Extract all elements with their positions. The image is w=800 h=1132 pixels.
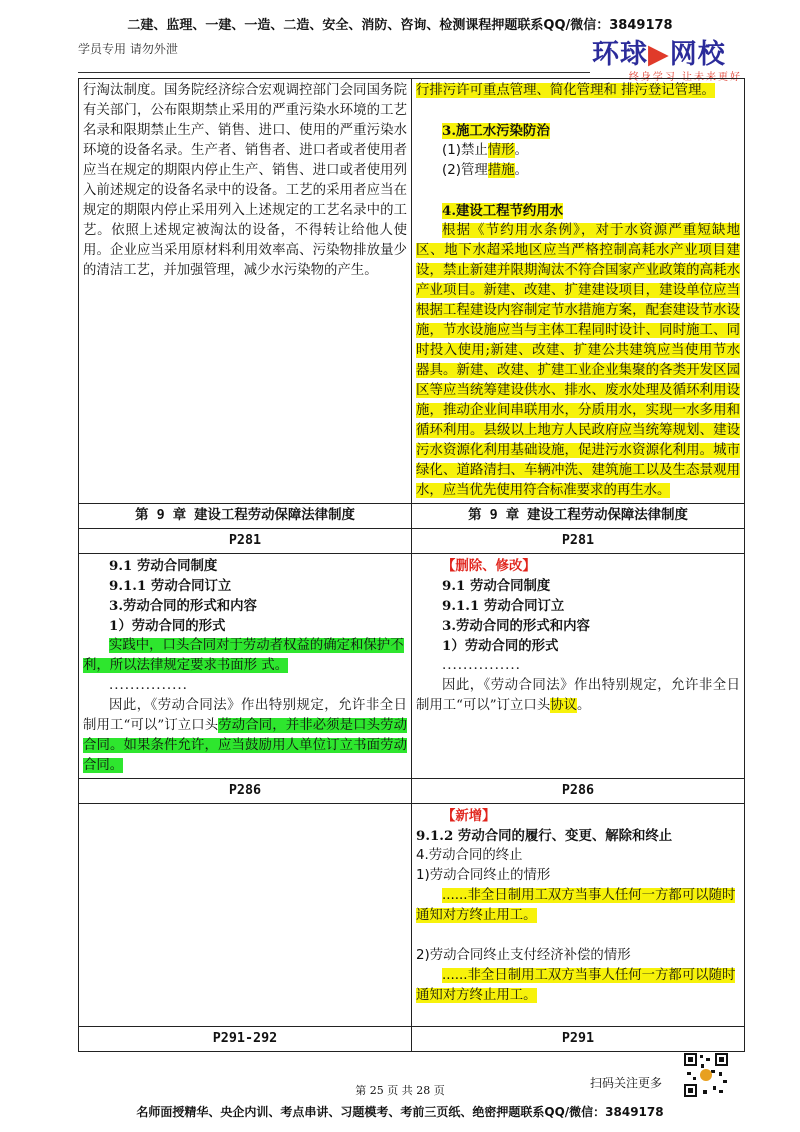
row1-left-text: 行淘汰制度。国务院经济综合宏观调控部门会同国务院有关部门，公布限期禁止采用的严重污染水环境的工艺名录和限期禁止生产、销售、进口、使用的严重污染水环境的设备名录。生产者、销售者、进口者或者使用者应当在规定的期限内停止生产、销售、进口或者使用列入前述规定的设备名录中的设备。工艺的采用者应当在规定的期限内停止采用列入上述规定的工艺名录中的工艺。依照上述规定被淘汰的设备，不得转让给他人使用。企业应当采用原材料利用效率高、污染物排放量少的清洁工艺，并加强管理，减少水污染物的产生。 [83, 83, 407, 278]
table-row [79, 529, 745, 554]
table-row [79, 804, 745, 1027]
heading-form: 1）劳动合同的形式 [109, 618, 226, 634]
page-ref-right: P291 [412, 1027, 745, 1052]
row1-right-cell [412, 79, 745, 504]
logo-slogan: 终身学习 让未来更好 [628, 72, 742, 83]
chapter-title-left: 第 9 章 建设工程劳动保障法律制度 [79, 504, 412, 529]
heading-compensation-cases: 2)劳动合同终止支付经济补偿的情形 [416, 948, 631, 963]
header-notice: 二建、监理、一建、一造、二造、安全、消防、咨询、检测课程押题联系QQ/微信：3849178 [127, 18, 673, 33]
right-tail-text: 因此，《劳动合同法》作出特别规定，允许非全日制用工“可以”订立口头 [416, 678, 740, 713]
heading-9-1: 9.1 劳动合同制度 [109, 558, 218, 574]
left-tail-text: 因此，《劳动合同法》作出特别规定，允许非全日制用工“可以”订立口头 [83, 698, 407, 733]
row4-left-cell [79, 554, 412, 779]
row1-right-top: 行排污许可重点管理、简化管理和 排污登记管理。 [416, 83, 715, 98]
left-tail-green: 劳动合同，并非必须是口头劳动合同。如果条件允许，应当鼓励用人单位订立书面劳动合同。 [83, 718, 408, 773]
left-green-text: 实践中，口头合同对于劳动者权益的确定和保护不利，所以法律规定要求书面形 式。 [83, 638, 404, 673]
row6-right-cell [412, 804, 745, 1027]
tag-new: 【新增】 [442, 808, 496, 824]
page-number: 第 25 页 共 28 页 [355, 1084, 445, 1097]
heading-9-1: 9.1 劳动合同制度 [442, 578, 551, 594]
page-ref-left: P286 [79, 779, 412, 804]
page-ref-right: P281 [412, 529, 745, 554]
heading-9-1-1: 9.1.1 劳动合同订立 [109, 578, 232, 594]
heading-9-1-1: 9.1.1 劳动合同订立 [442, 598, 565, 614]
tag-delete-modify: 【删除、修改】 [442, 558, 536, 574]
ellipsis: ............... [442, 658, 521, 673]
sec4-body: 根据《节约用水条例》，对于水资源严重短缺地区、地下水超采地区应当严格控制高耗水产业项目建设，禁止新建并限期淘汰不符合国家产业政策的高耗水产业项目。新建、改建、扩建建设项目，建设单位应当根据工程建设内容制定节水措施方案，配套建设节水设施，节水设施应当与主体工程同时设计、同时施工、同时投入使用;新建、改建、扩建公共建筑应当使用节水器具。新建、改建、扩建工业企业集聚的各类开发区园区等应当统筹建设供水、排水、废水处理及循环利用设施，推动企业间串联用水，分质用水，实现一水多用和循环利用。县级以上地方人民政府应当统筹规划、建设污水资源化利用基础设施，促进污水资源化利用。城市绿化、道路清扫、车辆冲洗、建筑施工以及生态景观用水，应当优先使用符合标准要求的再生水。 [416, 223, 740, 498]
table-row [79, 779, 745, 804]
table-row [79, 504, 745, 529]
logo-play-icon: ▶ [648, 39, 670, 70]
right-tail-highlight: 协议 [550, 698, 577, 713]
header-sub-label: 学员专用 请勿外泄 [78, 42, 178, 56]
heading-termination: 4.劳动合同的终止 [416, 848, 523, 863]
page-ref-left: P291-292 [79, 1027, 412, 1052]
sec4-title: 4.建设工程节约用水 [442, 203, 564, 219]
logo [592, 32, 742, 83]
row6-left-cell [79, 804, 412, 1027]
logo-text-b: 网校 [669, 39, 726, 70]
ellipsis: ............... [109, 678, 188, 693]
heading-termination-cases: 1)劳动合同终止的情形 [416, 868, 551, 883]
comparison-table [78, 78, 745, 1052]
heading-form-content: 3.劳动合同的形式和内容 [442, 618, 590, 634]
chapter-title-right: 第 9 章 建设工程劳动保障法律制度 [412, 504, 745, 529]
header-divider [78, 72, 590, 73]
page-ref-right: P286 [412, 779, 745, 804]
heading-form-content: 3.劳动合同的形式和内容 [109, 598, 257, 614]
footer-notice: 名师面授精华、央企内训、考点串讲、习题模考、考前三页纸、绝密押题联系QQ/微信：3849178 [136, 1105, 664, 1119]
sec3-item1: (1)禁止情形。 [442, 143, 528, 158]
logo-text-a: 环球 [592, 39, 648, 70]
row4-right-cell: 【删除、修改】 9.1 劳动合同制度 9.1.1 劳动合同订立 3.劳动合同的形式和内容 1）劳动合同的形式 ............... 因此，《劳动合同法》作出特别规定，允许非全日制用工“可以”订立口头协议。 [412, 554, 745, 779]
table-row [79, 554, 745, 779]
termination-text-2: ......非全日制用工双方当事人任何一方都可以随时通知对方终止用工。 [416, 968, 736, 1003]
page-ref-left: P281 [79, 529, 412, 554]
heading-9-1-2: 9.1.2 劳动合同的履行、变更、解除和终止 [416, 828, 673, 844]
scan-hint: 扫码关注更多 [590, 1076, 663, 1090]
heading-form: 1）劳动合同的形式 [442, 638, 559, 654]
sec3-title: 3.施工水污染防治 [442, 123, 550, 139]
termination-text-1: ......非全日制用工双方当事人任何一方都可以随时通知对方终止用工。 [416, 888, 736, 923]
sec3-item2: (2)管理措施。 [442, 163, 528, 178]
table-row [79, 79, 745, 504]
row1-left-cell [79, 79, 412, 504]
table-row [79, 1027, 745, 1052]
